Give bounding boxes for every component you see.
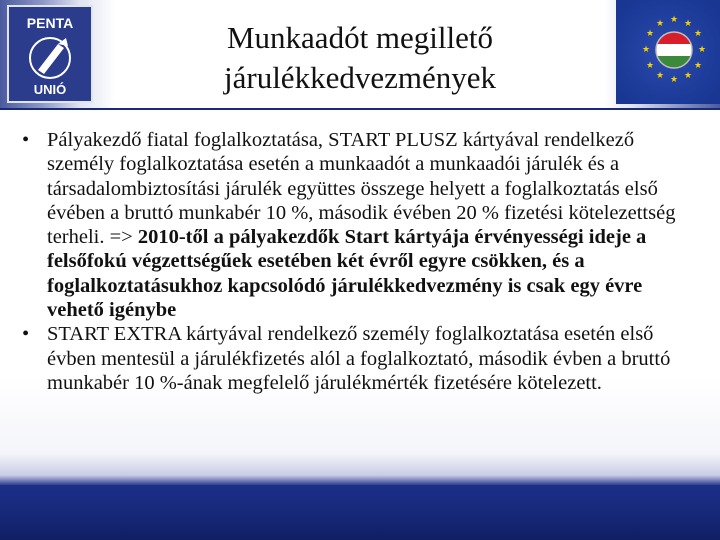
svg-text:★: ★ (655, 19, 665, 29)
svg-text:★: ★ (683, 71, 693, 81)
bullet-item-1 (22, 128, 702, 322)
svg-text:★: ★ (683, 19, 693, 29)
svg-text:★: ★ (655, 71, 665, 81)
title-line-2: járulékkedvezmények (224, 60, 496, 95)
footer-band (0, 485, 720, 540)
title-line-1: Munkaadót megillető (226, 20, 494, 55)
logo-top-text: PENTA (26, 15, 74, 31)
svg-text:★: ★ (697, 45, 707, 55)
svg-text:★: ★ (693, 61, 703, 71)
slide-title (150, 18, 570, 98)
svg-text:★: ★ (641, 45, 651, 55)
bullet-1-bold-text: 2010-től a pályakezdők Start kártyája érvényességi ideje a felsőfokú végzettségűek esetében két évről egyre csökken, és a foglalkoztatásukhoz kapcsolódó járulékkedvezmény is csak egy évre vehető igénybe (47, 226, 647, 322)
svg-text:★: ★ (669, 75, 679, 85)
bullet-2-text: START EXTRA kártyával rendelkező személy foglalkoztatása esetén első évben mentesül a járulékfizetés alól a foglalkoztató, második évben a bruttó munkabér 10 %-ának megfelelő járulékmérték fizetésére kötelezett. (47, 323, 671, 394)
bullet-item-2 (22, 322, 702, 395)
svg-text:★: ★ (645, 29, 655, 39)
eu-hungary-flag-icon (616, 0, 720, 104)
penta-unio-logo (6, 4, 94, 104)
bullet-list (22, 128, 702, 395)
logo-bottom-text: UNIÓ (33, 82, 67, 97)
svg-text:★: ★ (669, 15, 679, 25)
bullet-marker: • (22, 323, 30, 346)
svg-text:★: ★ (645, 61, 655, 71)
svg-text:★: ★ (693, 29, 703, 39)
bullet-marker: • (22, 129, 30, 151)
header-divider (0, 108, 720, 110)
bullet-1-text: Pályakezdő fiatal foglalkoztatása, START PLUSZ kártyával rendelkező személy foglalkoztatása esetén a munkaadót a munkaadói járulék és a társadalombiztosítási járulék együttes összege helyett a foglalkoztatás első évében a bruttó munkabér 10 %, második évében 20 % fizetési kötelezettség terheli. => (47, 129, 676, 249)
